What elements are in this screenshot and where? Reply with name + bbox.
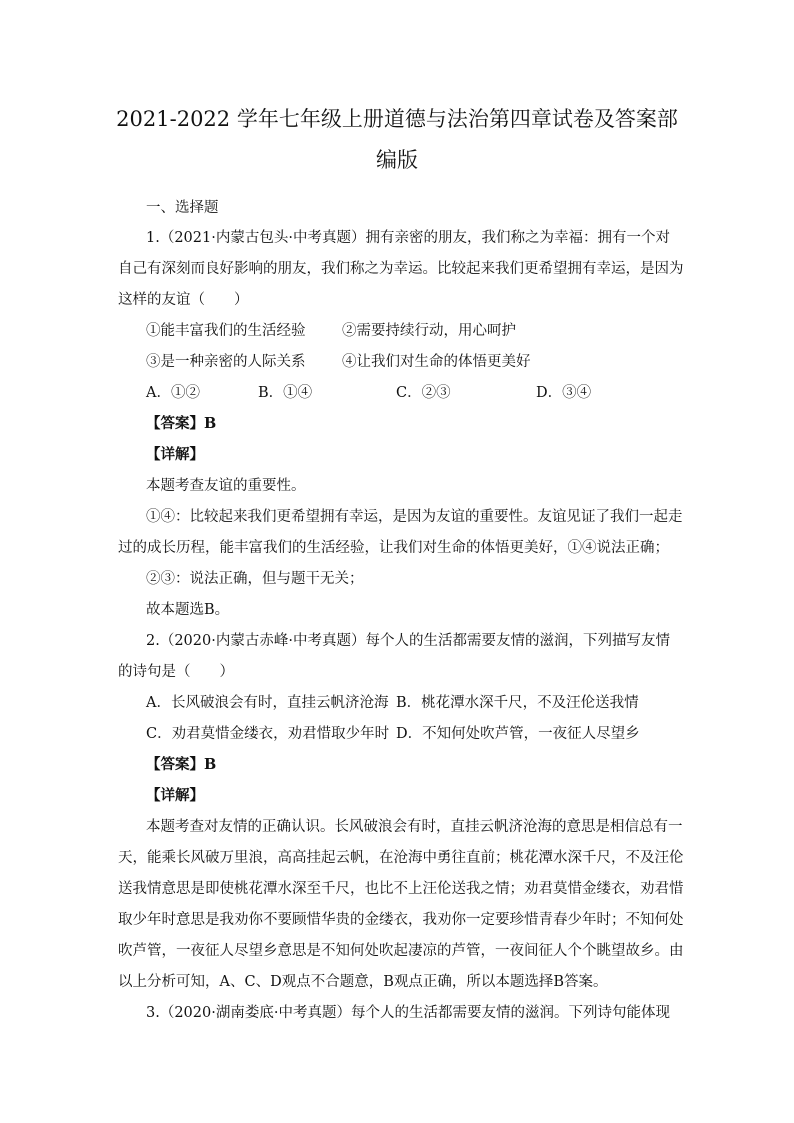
document-title-line1: 2021-2022 学年七年级上册道德与法治第四章试卷及答案部 [116, 107, 678, 131]
q1-detail-label: 【详解】 [146, 446, 204, 463]
q1-item: ①能丰富我们的生活经验 [146, 323, 306, 339]
q1-stem-line: 自己有深刻而良好影响的朋友，我们称之为幸运。比较起来我们更希望拥有幸运，是因为 [118, 261, 684, 277]
q1-explanation-line: 本题考查友谊的重要性。 [146, 478, 306, 494]
section-heading: 一、选择题 [146, 200, 219, 216]
q2-option-a: A．长风破浪会有时，直挂云帆济沧海 [146, 695, 389, 711]
q2-option-d: D．不知何处吹芦管，一夜征人尽望乡 [396, 726, 640, 742]
document-title-line2: 编版 [376, 148, 418, 172]
q2-stem-line: 2.（2020·内蒙古赤峰·中考真题）每个人的生活都需要友情的滋润，下列描写友情 [146, 633, 670, 649]
q2-option-b: B．桃花潭水深千尺，不及汪伦送我情 [396, 695, 639, 711]
q1-item: ④让我们对生命的体悟更美好 [342, 354, 531, 370]
q1-answer: 【答案】B [146, 415, 217, 432]
q2-explanation-line: 天，能乘长风破万里浪，高高挂起云帆，在沧海中勇往直前；桃花潭水深千尺，不及汪伦 [118, 850, 684, 866]
q1-explanation-line: 过的成长历程，能丰富我们的生活经验，让我们对生命的体悟更美好，①④说法正确； [118, 540, 669, 556]
q1-option-a: A．①② [146, 385, 200, 401]
q2-stem-line: 的诗句是（ ） [118, 664, 234, 680]
q1-explanation-line: 故本题选B。 [146, 602, 230, 618]
q2-detail-label: 【详解】 [146, 787, 204, 804]
q1-option-c: C．②③ [396, 385, 451, 401]
q2-explanation-line: 取少年时意思是我劝你不要顾惜华贵的金缕衣，我劝你一定要珍惜青春少年时；不知何处 [118, 912, 684, 928]
q2-option-c: C．劝君莫惜金缕衣，劝君惜取少年时 [146, 726, 390, 742]
q2-explanation-line: 送我情意思是即使桃花潭水深至千尺，也比不上汪伦送我之情；劝君莫惜金缕衣，劝君惜 [118, 881, 684, 897]
q2-explanation-line: 以上分析可知，A、C、D观点不合题意，B观点正确，所以本题选择B答案。 [118, 974, 608, 990]
q1-explanation-line: ①④：比较起来我们更希望拥有幸运，是因为友谊的重要性。友谊见证了我们一起走 [146, 509, 683, 525]
q1-explanation-line: ②③：说法正确，但与题干无关； [146, 571, 364, 587]
q2-answer: 【答案】B [146, 756, 217, 773]
q1-option-d: D．③④ [536, 385, 592, 401]
q1-item: ②需要持续行动，用心呵护 [342, 323, 516, 339]
q1-item: ③是一种亲密的人际关系 [146, 354, 306, 370]
q1-stem-line: 1.（2021·内蒙古包头·中考真题）拥有亲密的朋友，我们称之为幸福：拥有一个对 [146, 230, 670, 246]
q1-stem-line: 这样的友谊（ ） [118, 292, 249, 308]
q2-explanation-line: 本题考查对友情的正确认识。长风破浪会有时，直挂云帆济沧海的意思是相信总有一 [146, 819, 683, 835]
q1-option-b: B．①④ [258, 385, 313, 401]
q2-explanation-line: 吹芦管，一夜征人尽望乡意思是不知何处吹起凄凉的芦管，一夜间征人个个眺望故乡。由 [118, 943, 684, 959]
q3-stem-line: 3.（2020·湖南娄底·中考真题）每个人的生活都需要友情的滋润。下列诗句能体现 [146, 1005, 670, 1021]
